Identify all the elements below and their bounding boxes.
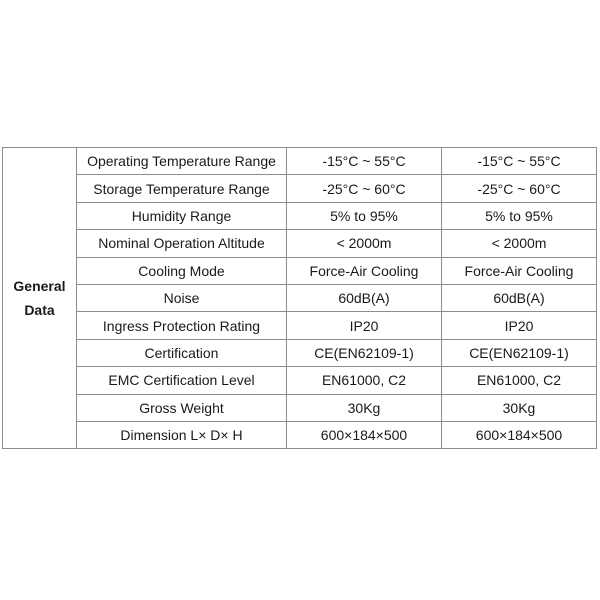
parameter-cell: Storage Temperature Range <box>77 175 287 202</box>
value-b-cell: 60dB(A) <box>442 284 597 311</box>
value-a-cell: -25°C ~ 60°C <box>287 175 442 202</box>
table-row <box>3 284 597 311</box>
table-row <box>3 394 597 421</box>
value-b-cell: Force-Air Cooling <box>442 257 597 284</box>
table-row <box>3 421 597 448</box>
value-b-cell: 600×184×500 <box>442 421 597 448</box>
table-row <box>3 148 597 175</box>
value-a-cell: < 2000m <box>287 230 442 257</box>
parameter-cell: Cooling Mode <box>77 257 287 284</box>
value-b-cell: -15°C ~ 55°C <box>442 148 597 175</box>
parameter-cell: Humidity Range <box>77 202 287 229</box>
value-a-cell: -15°C ~ 55°C <box>287 148 442 175</box>
group-label-cell <box>3 148 77 449</box>
value-a-cell: 5% to 95% <box>287 202 442 229</box>
value-a-cell: 60dB(A) <box>287 284 442 311</box>
table-row <box>3 339 597 366</box>
table-row <box>3 257 597 284</box>
group-label-line1: General <box>13 278 66 295</box>
value-a-cell: IP20 <box>287 312 442 339</box>
parameter-cell: Nominal Operation Altitude <box>77 230 287 257</box>
value-a-cell: 30Kg <box>287 394 442 421</box>
parameter-cell: Certification <box>77 339 287 366</box>
value-b-cell: 5% to 95% <box>442 202 597 229</box>
value-b-cell: -25°C ~ 60°C <box>442 175 597 202</box>
parameter-cell: Gross Weight <box>77 394 287 421</box>
table-row <box>3 230 597 257</box>
parameter-cell: EMC Certification Level <box>77 367 287 394</box>
table-row <box>3 312 597 339</box>
parameter-cell: Dimension L× D× H <box>77 421 287 448</box>
value-a-cell: 600×184×500 <box>287 421 442 448</box>
table-row <box>3 367 597 394</box>
value-b-cell: < 2000m <box>442 230 597 257</box>
group-label-line2: Data <box>24 302 55 319</box>
value-a-cell: EN61000, C2 <box>287 367 442 394</box>
value-a-cell: CE(EN62109-1) <box>287 339 442 366</box>
value-a-cell: Force-Air Cooling <box>287 257 442 284</box>
value-b-cell: EN61000, C2 <box>442 367 597 394</box>
value-b-cell: IP20 <box>442 312 597 339</box>
value-b-cell: CE(EN62109-1) <box>442 339 597 366</box>
table-row <box>3 202 597 229</box>
value-b-cell: 30Kg <box>442 394 597 421</box>
spec-table-body <box>3 148 597 449</box>
spec-table <box>2 147 597 449</box>
table-row <box>3 175 597 202</box>
parameter-cell: Operating Temperature Range <box>77 148 287 175</box>
parameter-cell: Ingress Protection Rating <box>77 312 287 339</box>
parameter-cell: Noise <box>77 284 287 311</box>
